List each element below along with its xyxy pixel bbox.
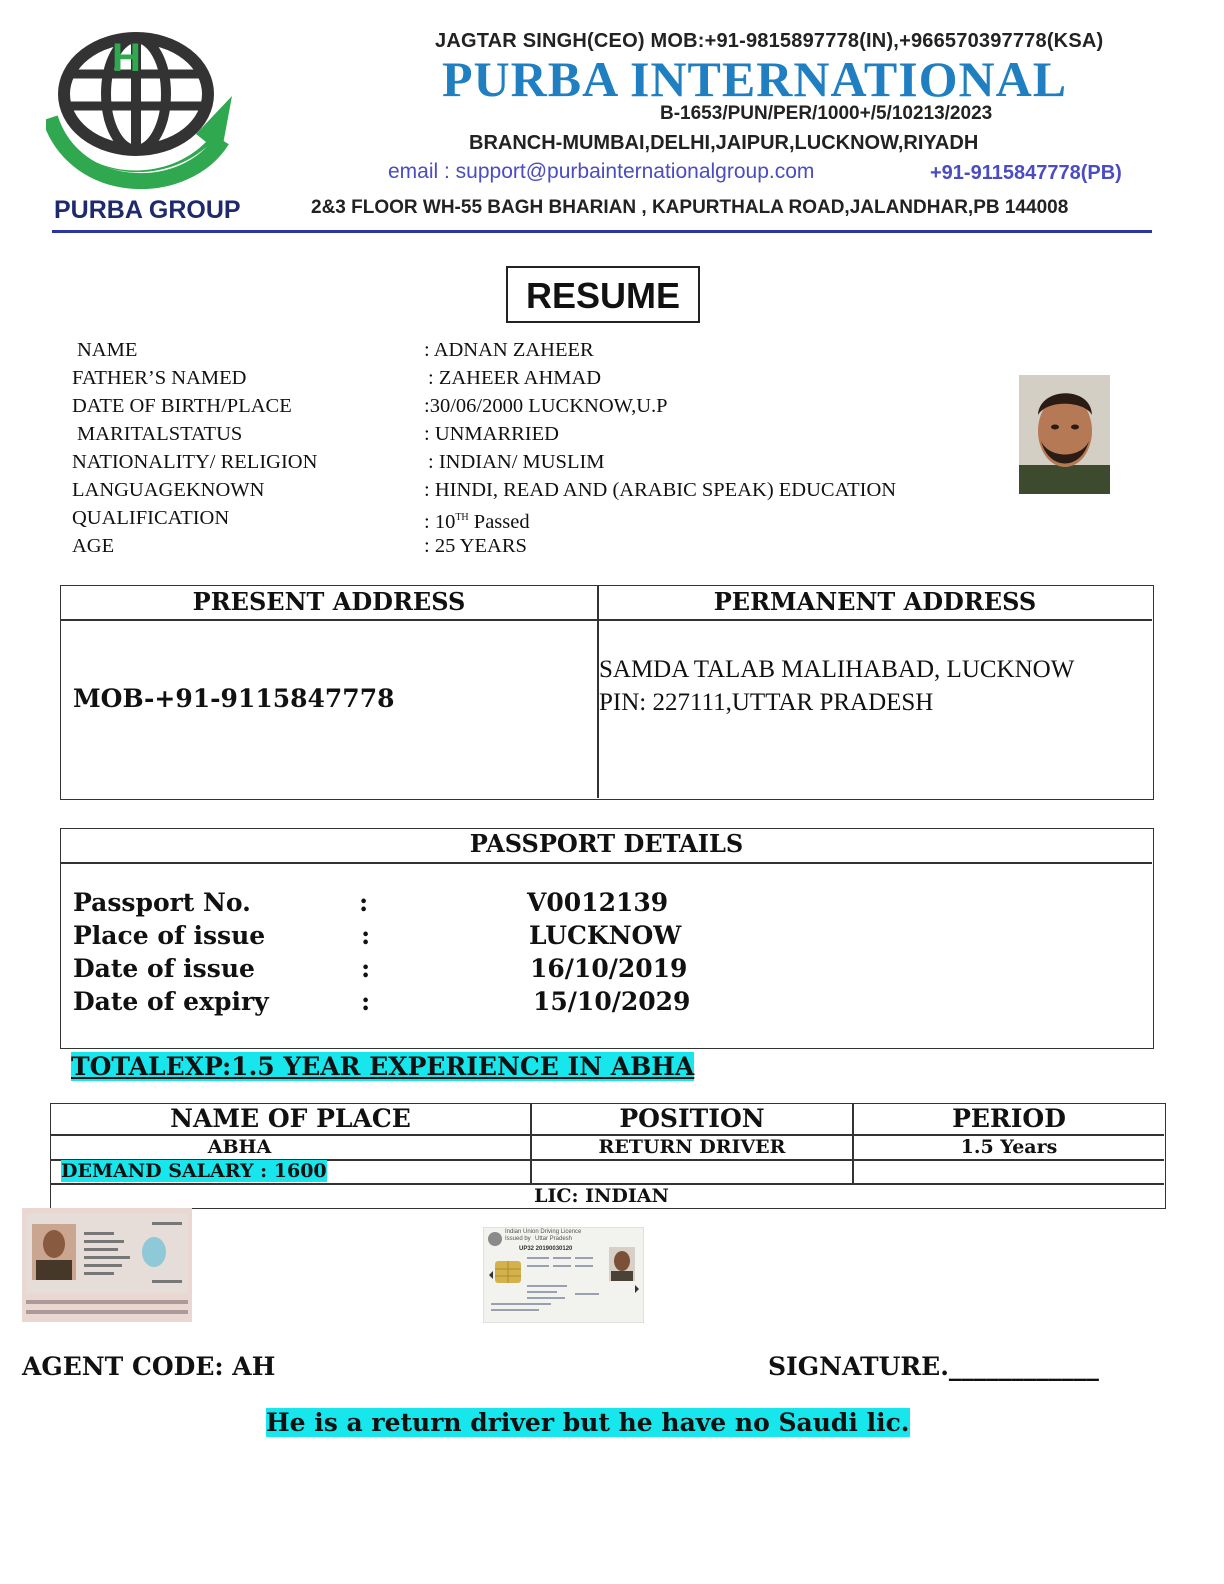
permanent-address-header: PERMANENT ADDRESS	[713, 587, 1037, 616]
passport-sep: :	[361, 921, 371, 950]
value-father: : ZAHEER AHMAD	[428, 367, 602, 389]
permanent-address-line2: PIN: 227111,UTTAR PRADESH	[599, 689, 934, 716]
group-name: PURBA GROUP	[54, 196, 241, 224]
licence-state: Uttar Pradesh	[535, 1236, 573, 1242]
company-logo	[46, 22, 236, 194]
passport-sep: :	[359, 888, 369, 917]
passport-value-issue-date: 16/10/2019	[530, 954, 688, 983]
work-table	[50, 1103, 1166, 1209]
label-language: LANGUAGEKNOWN	[72, 479, 265, 501]
licence-title: Indian Union Driving Licence	[505, 1229, 582, 1235]
cell-position: RETURN DRIVER	[598, 1136, 786, 1158]
signature-line: SIGNATURE.____________	[768, 1352, 1099, 1381]
value-nationality: : INDIAN/ MUSLIM	[428, 451, 605, 473]
passport-value-place: LUCKNOW	[529, 921, 682, 950]
value-language: : HINDI, READ AND (ARABIC SPEAK) EDUCATION	[424, 479, 897, 501]
passport-label-number: Passport No.	[73, 888, 251, 917]
candidate-photo	[1019, 375, 1110, 494]
passport-scan-image	[22, 1208, 192, 1322]
address-header-rule	[61, 619, 1152, 621]
col-header-place: NAME OF PLACE	[170, 1104, 411, 1133]
value-name: : ADNAN ZAHEER	[424, 339, 594, 361]
col-header-period: PERIOD	[952, 1104, 1066, 1133]
logo-letter: H	[112, 36, 141, 80]
permanent-address-line1: SAMDA TALAB MALIHABAD, LUCKNOW	[599, 656, 1075, 683]
label-nationality: NATIONALITY/ RELIGION	[72, 451, 318, 473]
passport-value-expiry-date: 15/10/2029	[533, 987, 691, 1016]
licence-type: LIC: INDIAN	[534, 1185, 669, 1207]
phone-number: +91-9115847778(PB)	[930, 162, 1122, 184]
passport-header-rule	[61, 862, 1152, 864]
value-dob: :30/06/2000 LUCKNOW,U.P	[424, 395, 668, 417]
present-address-header: PRESENT ADDRESS	[192, 587, 466, 616]
licence-issued-by: Issued by	[505, 1236, 531, 1242]
resume-title: RESUME	[506, 266, 700, 323]
company-name: PURBA INTERNATIONAL	[442, 51, 1068, 107]
ceo-contact: JAGTAR SINGH(CEO) MOB:+91-9815897778(IN),+966570397778(KSA)	[435, 30, 1104, 52]
value-marital: : UNMARRIED	[424, 423, 559, 445]
registration-number: B-1653/PUN/PER/1000+/5/10213/2023	[660, 103, 993, 124]
address-table	[60, 585, 1154, 800]
passport-table	[60, 828, 1154, 1049]
header-divider	[52, 230, 1152, 233]
driving-licence-image	[483, 1227, 644, 1323]
label-name: NAME	[77, 339, 138, 361]
demand-salary: DEMAND SALARY : 1600	[61, 1160, 327, 1182]
label-qualification: QUALIFICATION	[72, 507, 230, 529]
office-address: 2&3 FLOOR WH-55 BAGH BHARIAN , KAPURTHALA ROAD,JALANDHAR,PB 144008	[311, 197, 1069, 218]
cell-place: ABHA	[207, 1136, 272, 1158]
total-experience: TOTALEXP:1.5 YEAR EXPERIENCE IN ABHA	[71, 1052, 695, 1081]
passport-sep: :	[361, 987, 371, 1016]
label-dob: DATE OF BIRTH/PLACE	[72, 395, 292, 417]
col-header-position: POSITION	[619, 1104, 765, 1133]
label-father: FATHER’S NAMED	[72, 367, 247, 389]
passport-value-number: V0012139	[527, 888, 669, 917]
agent-code: AGENT CODE: AH	[22, 1352, 276, 1381]
remark-note: He is a return driver but he have no Saudi lic.	[266, 1408, 910, 1437]
passport-label-place: Place of issue	[73, 921, 266, 950]
licence-number: UP32 20190030120	[519, 1246, 573, 1252]
branches: BRANCH-MUMBAI,DELHI,JAIPUR,LUCKNOW,RIYADH	[469, 132, 979, 154]
present-address-mobile: MOB-+91-9115847778	[73, 684, 395, 713]
cell-period: 1.5 Years	[960, 1136, 1058, 1158]
email-link[interactable]: email : support@purbainternationalgroup.com	[388, 160, 815, 183]
passport-label-expiry-date: Date of expiry	[73, 987, 269, 1016]
label-marital: MARITALSTATUS	[77, 423, 243, 445]
passport-details-header: PASSPORT DETAILS	[469, 829, 744, 858]
value-qualification: : 10TH Passed	[424, 510, 530, 533]
globe-arrow-logo-icon	[46, 22, 236, 194]
passport-label-issue-date: Date of issue	[73, 954, 255, 983]
passport-sep: :	[361, 954, 371, 983]
label-age: AGE	[72, 535, 115, 557]
value-age: : 25 YEARS	[424, 535, 527, 557]
